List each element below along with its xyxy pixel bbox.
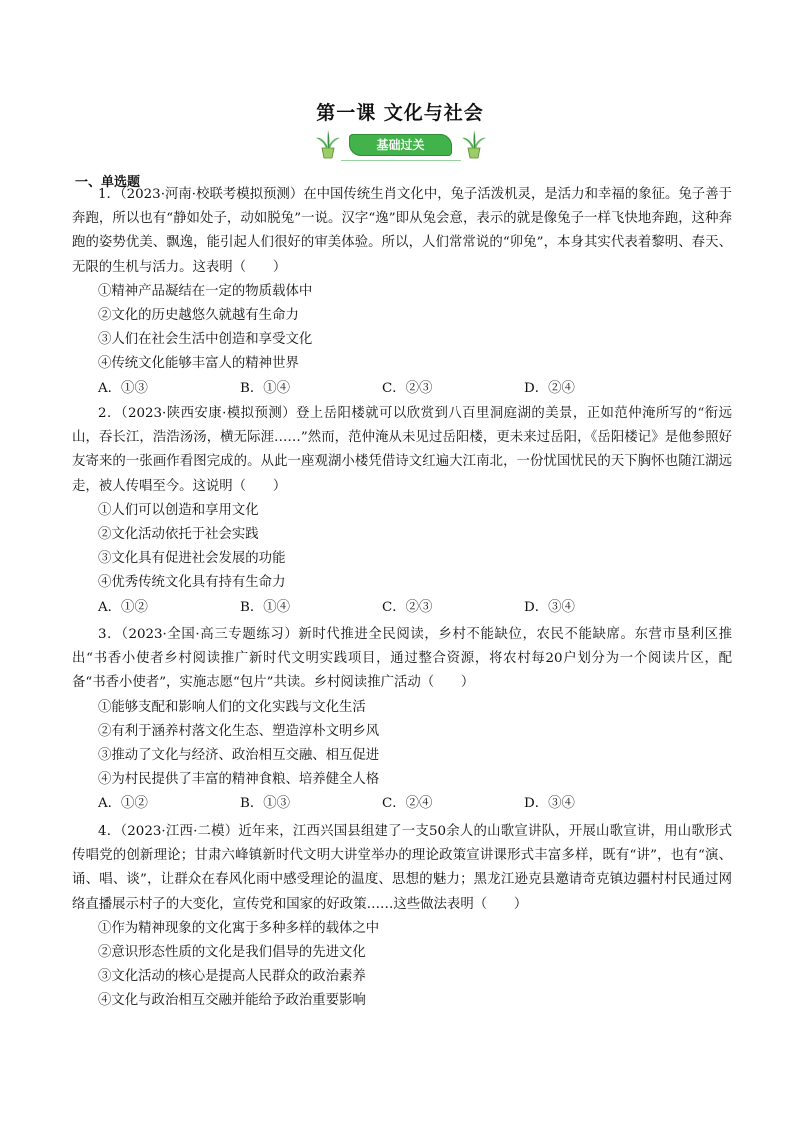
- question-2: [72, 402, 732, 620]
- statement-option: ①能够支配和影响人们的文化实践与文化生活: [98, 699, 366, 715]
- section-heading: 一、单选题: [75, 175, 141, 190]
- plant-right-icon: [461, 129, 487, 159]
- statement-option: ④为村民提供了丰富的精神食粮、培养健全人格: [98, 772, 380, 788]
- choice-b[interactable]: B．①④: [240, 599, 291, 615]
- question-3: [72, 623, 732, 817]
- statement-option: ①作为精神现象的文化寓于多种多样的载体之中: [98, 920, 380, 936]
- statement-option: ④文化与政治相互交融并能给予政治重要影响: [98, 993, 366, 1009]
- choice-a[interactable]: A．①②: [98, 599, 148, 615]
- statement-option: ②意识形态性质的文化是我们倡导的先进文化: [98, 945, 366, 961]
- choice-d[interactable]: D．③④: [524, 599, 575, 615]
- statement-option: ②有利于涵养村落文化生态、塑造淳朴文明乡风: [98, 723, 380, 739]
- banner-label-box: [349, 134, 452, 156]
- section-banner: [313, 129, 488, 163]
- statement-option: ③推动了文化与经济、政治相互交融、相互促进: [98, 748, 380, 764]
- question-stem: 1．（2023·河南·校联考模拟预测）在中国传统生肖文化中，兔子活泼机灵，是活力和幸福的象征。兔子善于奔跑，所以也有“静如处子，动如脱兔”一说。汉字“逸”即从兔会意，表示的就是像兔子一样飞快地奔跑，这种奔跑的姿势优美、飘逸，能引起人们很好的审美体验。所以，人们常常说的“卯兔”，本身其实代表着黎明、春天、无限的生机与活力。这表明（ ）: [72, 187, 732, 275]
- statement-option: ①精神产品凝结在一定的物质载体中: [98, 283, 313, 299]
- choice-d[interactable]: D．②④: [524, 380, 575, 396]
- lesson-title: 第一课 文化与社会: [316, 102, 484, 124]
- choice-c[interactable]: C．②③: [382, 380, 433, 396]
- choice-a[interactable]: A．①②: [98, 796, 148, 812]
- choice-c[interactable]: C．②④: [382, 796, 433, 812]
- choice-c[interactable]: C．②③: [382, 599, 433, 615]
- statement-option: ④传统文化能够丰富人的精神世界: [98, 356, 299, 372]
- choice-a[interactable]: A．①③: [98, 380, 148, 396]
- statement-option: ④优秀传统文化具有持有生命力: [98, 575, 286, 591]
- answer-choices: [72, 377, 732, 401]
- question-stem: 3．（2023·全国·高三专题练习）新时代推进全民阅读，乡村不能缺位，农民不能缺席。东营市垦利区推出“书香小使者乡村阅读推广新时代文明实践项目，通过整合资源，将农村每20户划分为一个阅读片区，配备“书香小使者”，实施志愿“包片”共读。乡村阅读推广活动（ ）: [72, 627, 732, 691]
- statement-option: ②文化的历史越悠久就越有生命力: [98, 308, 299, 324]
- choice-b[interactable]: B．①③: [240, 796, 291, 812]
- statement-option: ③人们在社会生活中创造和享受文化: [98, 332, 313, 348]
- choice-d[interactable]: D．③④: [524, 796, 575, 812]
- statement-option: ③文化具有促进社会发展的功能: [98, 551, 286, 567]
- plant-left-icon: [315, 129, 341, 159]
- answer-choices: [72, 596, 732, 620]
- statement-option: ③文化活动的核心是提高人民群众的政治素养: [98, 969, 366, 985]
- banner-label: 基础过关: [376, 138, 425, 152]
- question-stem: 2．（2023·陕西安康·模拟预测）登上岳阳楼就可以欣赏到八百里洞庭湖的美景，正如范仲淹所写的“衔远山，吞长江，浩浩汤汤，横无际涯……”然而，范仲淹从未见过岳阳楼，更未来过岳阳，《岳阳楼记》是他参照好友寄来的一张画作看图完成的。从此一座观湖小楼凭借诗文红遍大江南北，一份忧国忧民的天下胸怀也随江湖远走，被人传唱至今。这说明（ ）: [72, 406, 732, 494]
- choice-b[interactable]: B．①④: [240, 380, 291, 396]
- answer-choices: [72, 792, 732, 816]
- question-1: [72, 183, 732, 401]
- question-stem: 4．（2023·江西·二模）近年来，江西兴国县组建了一支50余人的山歌宣讲队，开展山歌宣讲，用山歌形式传唱党的创新理论；甘肃六峰镇新时代文明大讲堂举办的理论政策宣讲课形式丰富多样，既有“讲”，也有“演、诵、唱、谈”，让群众在春风化雨中感受理论的温度、思想的魅力；黑龙江逊克县邀请奇克镇边疆村村民通过网络直播展示村子的大变化，宣传党和国家的好政策……这些做法表明（ ）: [72, 824, 732, 912]
- statement-option: ①人们可以创造和享用文化: [98, 502, 259, 518]
- statement-option: ②文化活动依托于社会实践: [98, 527, 259, 543]
- banner-underline: [341, 160, 461, 161]
- question-4: [72, 820, 732, 1014]
